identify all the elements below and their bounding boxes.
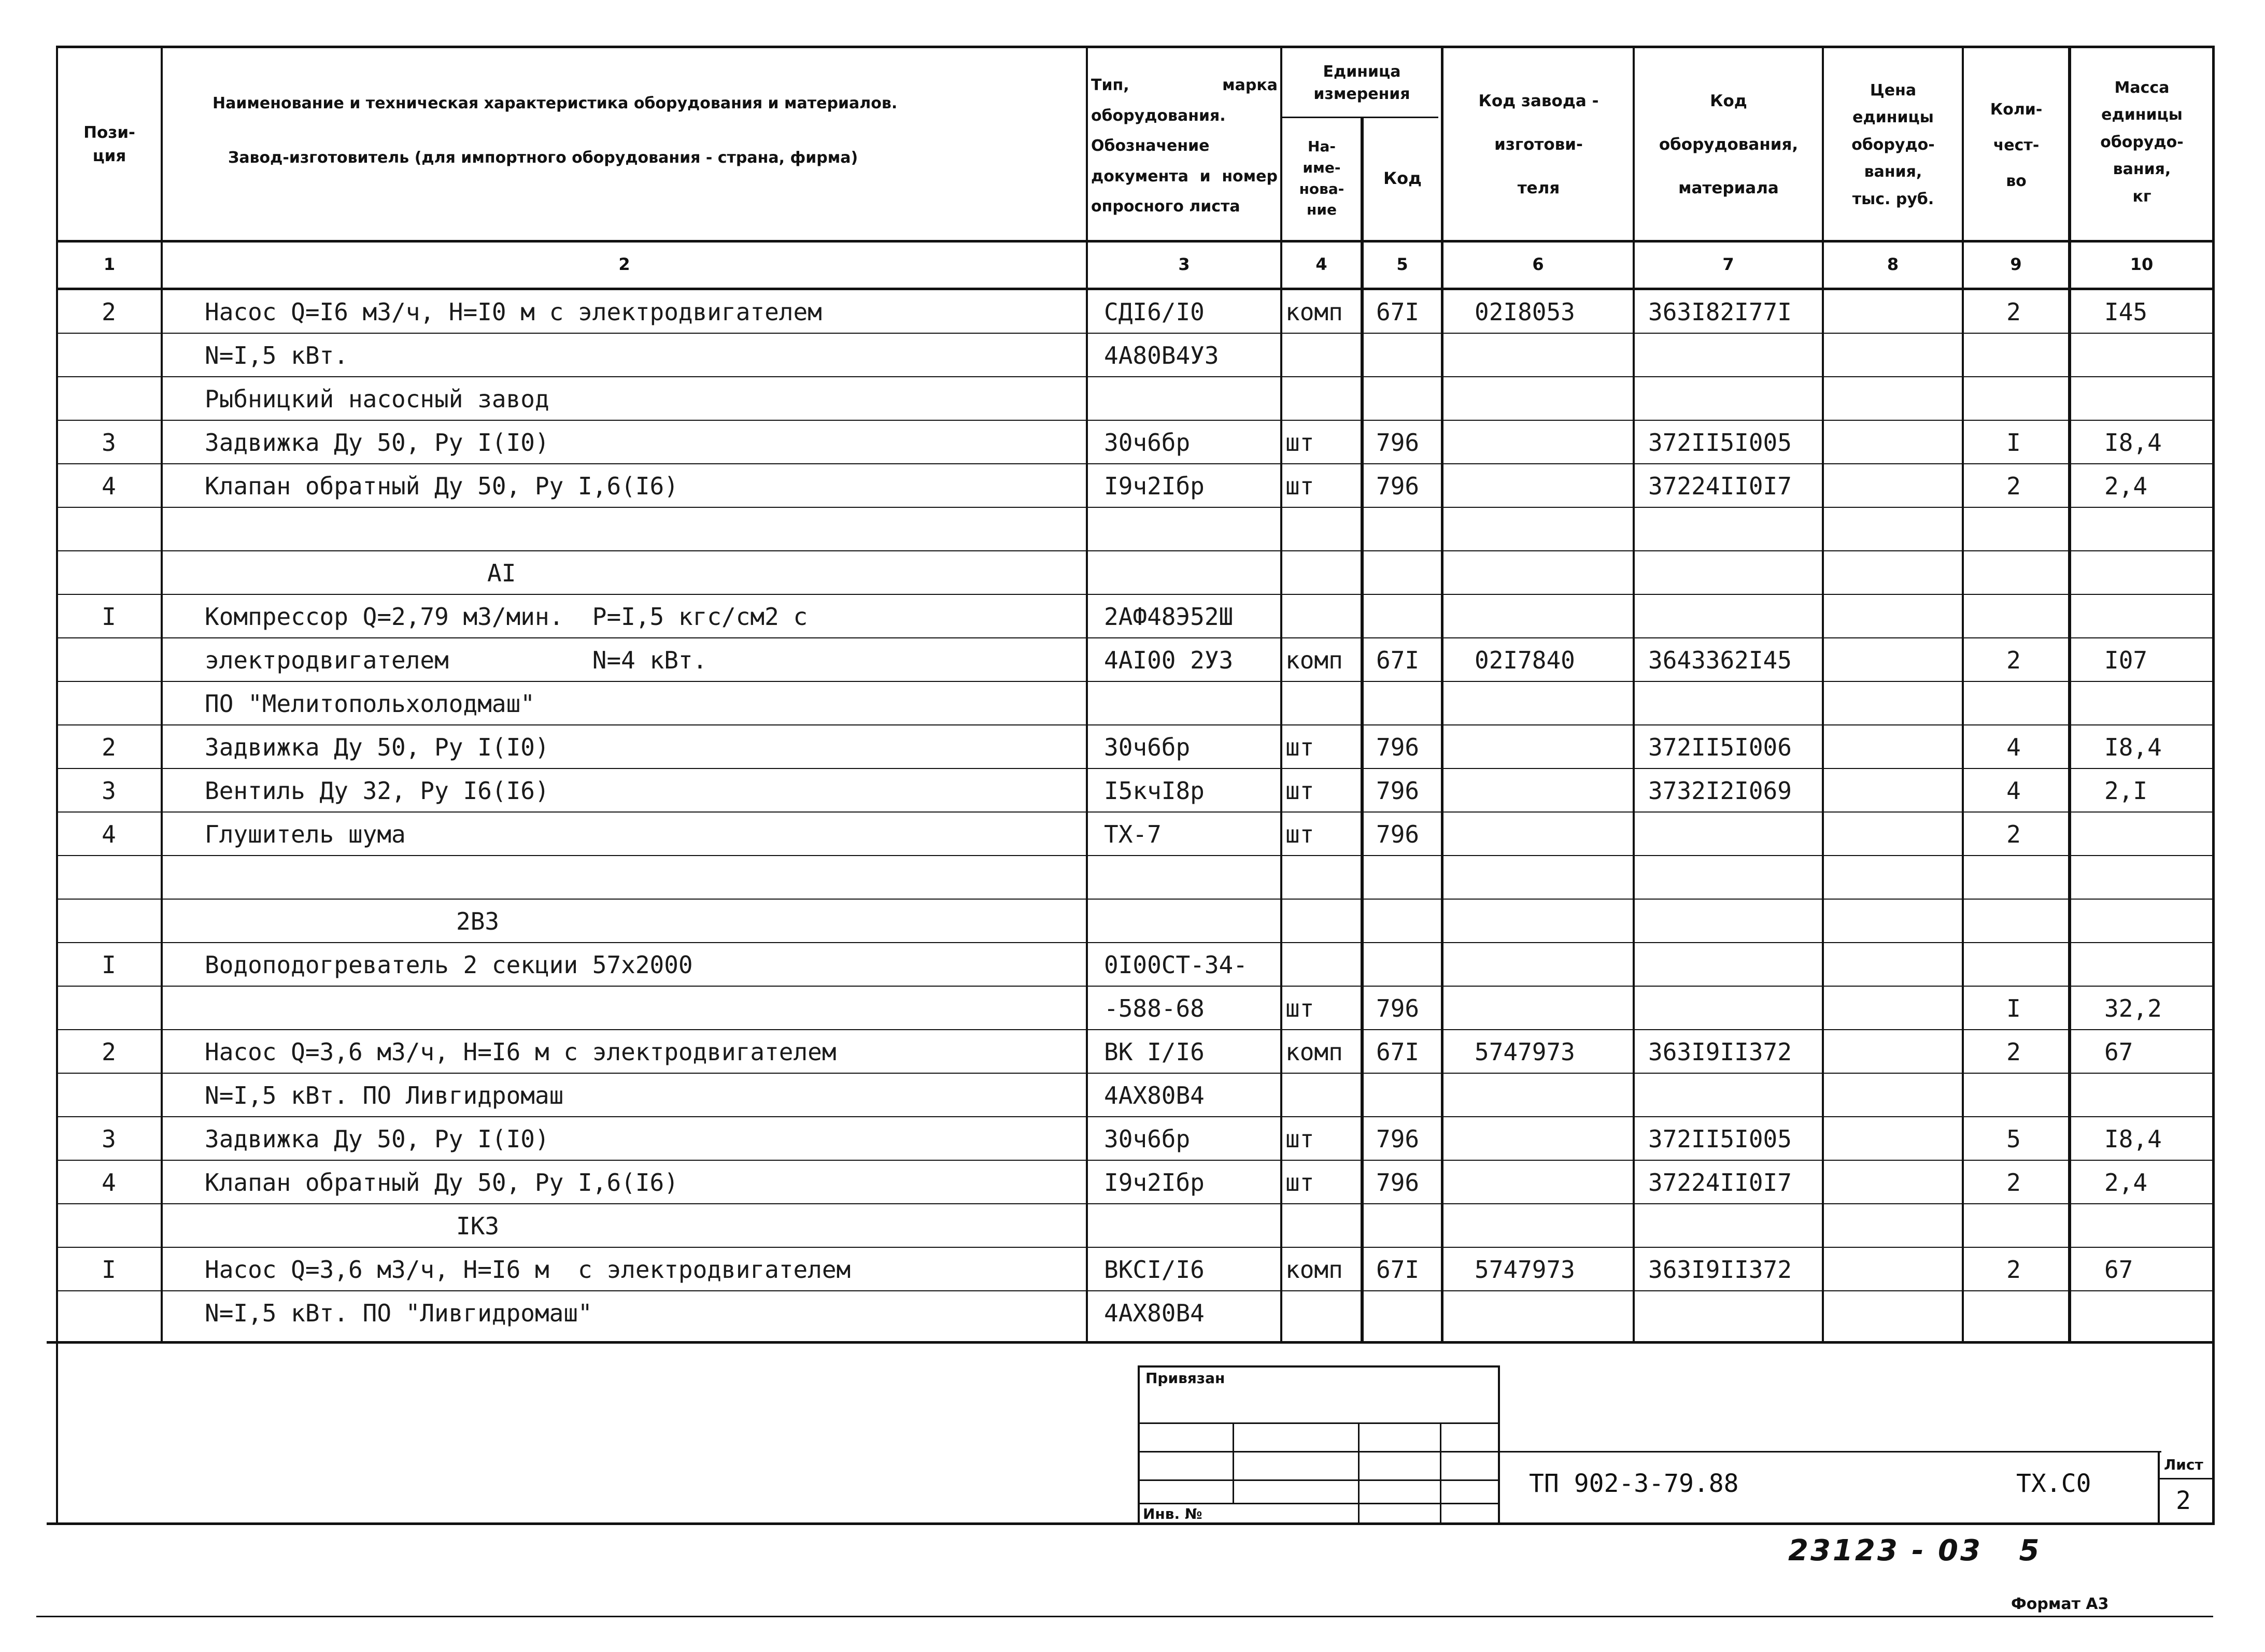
qty-cell: [1967, 682, 2060, 725]
row-separator: [57, 1247, 2213, 1248]
name-cell: IК3: [456, 1212, 500, 1240]
name-cell: Компрессор Q=2,79 м3/мин. Р=I,5 кгс/см2 с: [205, 603, 808, 631]
type-cell: I9ч2Iбр: [1104, 472, 1205, 500]
row-separator: [57, 1290, 2213, 1291]
equip-code-cell: 363I9II372: [1648, 1038, 1792, 1066]
header-unit-code: Код: [1383, 168, 1422, 189]
unit-code-cell: 67I: [1376, 1038, 1420, 1066]
qty-cell: [1967, 595, 2060, 638]
equip-code-cell: 37224II0I7: [1648, 472, 1792, 500]
table-bottom-line: [47, 1341, 2215, 1344]
qty-cell: 2: [2006, 820, 2021, 848]
qty-cell: 2: [2006, 298, 2021, 326]
type-cell: I9ч2Iбр: [1104, 1169, 1205, 1197]
position-cell: [57, 856, 161, 900]
unit-cell: шт: [1285, 820, 1314, 848]
col-sep-7: [1822, 46, 1824, 1341]
type-cell: ВК I/I6: [1104, 1038, 1205, 1066]
name-cell: Вентиль Ду 32, Ру I6(I6): [205, 777, 549, 805]
col-sep-4: [1361, 117, 1364, 1341]
mass-cell: 32,2: [2104, 994, 2162, 1022]
position-cell: [57, 508, 161, 551]
colnum-2: 2: [618, 254, 630, 274]
stamp-bound-label: Привязан: [1145, 1370, 1225, 1387]
row-separator: [57, 986, 2213, 987]
row-separator: [57, 942, 2213, 943]
colnum-1: 1: [103, 254, 116, 274]
unit-code-cell: 796: [1376, 994, 1420, 1022]
unit-code-cell: 796: [1376, 1169, 1420, 1197]
header-equip-code: Код оборудования, материала: [1659, 92, 1799, 197]
unit-code-cell: 796: [1376, 472, 1420, 500]
unit-cell: шт: [1285, 994, 1314, 1022]
position-cell: 4: [102, 820, 116, 848]
row-separator: [57, 1116, 2213, 1117]
name-cell: электродвигателем N=4 кВт.: [205, 646, 707, 674]
position-cell: [57, 638, 161, 682]
qty-cell: 2: [2006, 1169, 2021, 1197]
frame-right-line: [2212, 46, 2215, 1525]
qty-cell: 2: [2006, 1256, 2021, 1284]
equip-code-cell: 37224II0I7: [1648, 1169, 1792, 1197]
stamp-col-line-2: [1358, 1422, 1360, 1522]
position-cell: [57, 1291, 161, 1335]
sheet-box-left: [2158, 1451, 2160, 1522]
mass-cell: I07: [2104, 646, 2148, 674]
position-cell: I: [102, 1256, 116, 1284]
col-sep-2: [1086, 46, 1088, 1341]
unit-cell: шт: [1285, 1125, 1314, 1153]
type-cell: ТХ-7: [1104, 820, 1162, 848]
unit-cell: шт: [1285, 733, 1314, 761]
stamp-top-line: [1138, 1365, 1498, 1368]
unit-cell: шт: [1285, 777, 1314, 805]
row-separator: [57, 1160, 2213, 1161]
frame-top-line: [57, 46, 2213, 48]
title-block-top-line: [1498, 1451, 2161, 1452]
col-sep-5: [1441, 46, 1443, 1341]
unit-cell: шт: [1285, 472, 1314, 500]
equip-code-cell: 363I9II372: [1648, 1256, 1792, 1284]
name-cell: Насос Q=3,6 м3/ч, Н=I6 м с электродвигателем: [205, 1256, 851, 1284]
stamp-row-line-4: [1138, 1503, 1498, 1504]
format-label: Формат А3: [2011, 1595, 2109, 1613]
name-cell: Рыбницкий насосный завод: [205, 385, 549, 413]
header-bottom-line: [57, 240, 2213, 243]
qty-cell: [1967, 856, 2060, 900]
row-separator: [57, 420, 2213, 421]
position-cell: 2: [102, 1038, 116, 1066]
type-cell: СДI6/I0: [1104, 298, 1205, 326]
colnum-4: 4: [1315, 254, 1327, 274]
unit-code-cell: 67I: [1376, 298, 1420, 326]
position-cell: [57, 1074, 161, 1117]
equip-code-cell: 372II5I005: [1648, 429, 1792, 457]
factory-code-cell: 5747973: [1475, 1038, 1575, 1066]
name-cell: AI: [487, 559, 516, 587]
stamp-row-line-3: [1138, 1479, 1498, 1481]
unit-cell: комп: [1285, 298, 1343, 326]
mass-cell: 2,I: [2104, 777, 2148, 805]
type-cell: 4АХ80В4: [1104, 1299, 1205, 1327]
name-cell: Глушитель шума: [205, 820, 406, 848]
header-name-line1: Наименование и техническая характеристика оборудования и материалов.: [213, 94, 898, 113]
unit-cell: шт: [1285, 1169, 1314, 1197]
position-cell: 3: [102, 777, 116, 805]
header-name-line2: Завод-изготовитель (для импортного оборудования - страна, фирма): [228, 149, 858, 167]
position-cell: I: [102, 603, 116, 631]
unit-code-cell: 796: [1376, 1125, 1420, 1153]
sheet-label: Лист: [2164, 1456, 2203, 1473]
row-separator: [57, 637, 2213, 638]
qty-cell: 5: [2006, 1125, 2021, 1153]
name-cell: N=I,5 кВт.: [205, 341, 348, 369]
header-position: Пози- ция: [83, 123, 135, 165]
mass-cell: I45: [2104, 298, 2148, 326]
frame-bottom-line: [47, 1522, 2215, 1525]
qty-cell: 2: [2006, 646, 2021, 674]
qty-cell: 4: [2006, 777, 2021, 805]
unit-subheader-line: [1280, 117, 1438, 118]
row-separator: [57, 463, 2213, 464]
row-separator: [57, 550, 2213, 551]
type-cell: 30ч6бр: [1104, 429, 1191, 457]
header-type: Тип, марка оборудования. Обозначение документа и номер опросного листа: [1091, 76, 1278, 216]
qty-cell: [1967, 943, 2060, 987]
name-cell: Задвижка Ду 50, Ру I(I0): [205, 733, 549, 761]
factory-code-cell: 02I8053: [1475, 298, 1575, 326]
colnum-9: 9: [2010, 254, 2022, 274]
name-cell: Насос Q=3,6 м3/ч, Н=I6 м с электродвигателем: [205, 1038, 837, 1066]
mass-cell: I8,4: [2104, 429, 2162, 457]
col-sep-6: [1633, 46, 1635, 1341]
stamp-left-line: [1138, 1365, 1140, 1522]
doc-code: ТП 902-3-79.88: [1529, 1469, 1739, 1498]
handwritten-number: 23123 - 03 5: [1788, 1534, 2042, 1568]
unit-cell: шт: [1285, 429, 1314, 457]
row-separator: [57, 1203, 2213, 1204]
colnum-8: 8: [1887, 254, 1899, 274]
sheet-code: ТХ.С0: [2016, 1469, 2091, 1498]
position-cell: 4: [102, 1169, 116, 1197]
row-separator: [57, 899, 2213, 900]
qty-cell: [1967, 334, 2060, 377]
stamp-col-line-1: [1233, 1422, 1234, 1503]
position-cell: [57, 900, 161, 943]
sheet-number: 2: [2176, 1486, 2191, 1515]
position-cell: 2: [102, 733, 116, 761]
qty-cell: [1967, 377, 2060, 421]
unit-cell: комп: [1285, 646, 1343, 674]
equip-code-cell: 3643362I45: [1648, 646, 1792, 674]
name-cell: ПО "Мелитопольхолодмаш": [205, 690, 535, 718]
col-sep-9: [2068, 46, 2071, 1341]
factory-code-cell: 02I7840: [1475, 646, 1575, 674]
qty-cell: [1967, 508, 2060, 551]
unit-code-cell: 67I: [1376, 646, 1420, 674]
name-cell: Насос Q=I6 м3/ч, Н=I0 м с электродвигателем: [205, 298, 822, 326]
sheet-box-mid: [2158, 1478, 2215, 1479]
name-cell: Задвижка Ду 50, Ру I(I0): [205, 1125, 549, 1153]
position-cell: 2: [102, 298, 116, 326]
type-cell: I5кчI8р: [1104, 777, 1205, 805]
type-cell: 4АХ80В4: [1104, 1081, 1205, 1109]
unit-code-cell: 796: [1376, 733, 1420, 761]
position-cell: I: [102, 951, 116, 979]
name-cell: Водоподогреватель 2 секции 57х2000: [205, 951, 693, 979]
row-separator: [57, 681, 2213, 682]
row-separator: [57, 507, 2213, 508]
equip-code-cell: 363I82I77I: [1648, 298, 1792, 326]
stamp-row-line-2: [1138, 1451, 1498, 1452]
row-separator: [57, 1029, 2213, 1030]
unit-code-cell: 796: [1376, 777, 1420, 805]
stamp-inv-label: Инв. №: [1143, 1505, 1202, 1522]
name-cell: N=I,5 кВт. ПО Ливгидромаш: [205, 1081, 564, 1109]
qty-cell: 4: [2006, 733, 2021, 761]
colnum-3: 3: [1178, 254, 1190, 274]
type-cell: ВКСI/I6: [1104, 1256, 1205, 1284]
stamp-col-line-3: [1440, 1422, 1441, 1522]
colnum-7: 7: [1722, 254, 1734, 274]
colnum-5: 5: [1396, 254, 1408, 274]
type-cell: 4АI00 2У3: [1104, 646, 1234, 674]
unit-cell: комп: [1285, 1256, 1343, 1284]
qty-cell: I: [2006, 429, 2021, 457]
row-separator: [57, 1073, 2213, 1074]
unit-code-cell: 796: [1376, 429, 1420, 457]
qty-cell: 2: [2006, 1038, 2021, 1066]
equip-code-cell: 372II5I005: [1648, 1125, 1792, 1153]
name-cell: Задвижка Ду 50, Ру I(I0): [205, 429, 549, 457]
stamp-right-line: [1498, 1365, 1500, 1522]
position-cell: [57, 334, 161, 377]
mass-cell: 67: [2104, 1038, 2133, 1066]
qty-cell: 2: [2006, 472, 2021, 500]
row-separator: [57, 811, 2213, 813]
header-unit: Единица измерения: [1313, 62, 1410, 103]
position-cell: 3: [102, 429, 116, 457]
factory-code-cell: 5747973: [1475, 1256, 1575, 1284]
row-separator: [57, 855, 2213, 856]
qty-cell: I: [2006, 994, 2021, 1022]
name-cell: Клапан обратный Ду 50, Ру I,6(I6): [205, 472, 678, 500]
name-cell: N=I,5 кВт. ПО "Ливгидромаш": [205, 1299, 592, 1327]
header-factory-code: Код завода - изготови- теля: [1478, 92, 1599, 197]
type-cell: 30ч6бр: [1104, 1125, 1191, 1153]
name-cell: 2В3: [456, 907, 500, 935]
type-cell: 30ч6бр: [1104, 733, 1191, 761]
col-sep-1: [161, 46, 163, 1341]
header-qty: Коли- чест- во: [1990, 100, 2043, 190]
qty-cell: [1967, 1291, 2060, 1335]
type-cell: 2АФ48Э52Ш: [1104, 603, 1234, 631]
qty-cell: [1967, 551, 2060, 595]
mass-cell: 67: [2104, 1256, 2133, 1284]
type-cell: -588-68: [1104, 994, 1205, 1022]
stamp-row-line-1: [1138, 1422, 1498, 1424]
unit-code-cell: 796: [1376, 820, 1420, 848]
position-cell: [57, 987, 161, 1030]
equip-code-cell: 372II5I006: [1648, 733, 1792, 761]
mass-cell: 2,4: [2104, 472, 2148, 500]
position-cell: [57, 682, 161, 725]
type-cell: 0I00СТ-34-: [1104, 951, 1248, 979]
col-sep-3: [1280, 46, 1282, 1341]
position-cell: 3: [102, 1125, 116, 1153]
mass-cell: I8,4: [2104, 1125, 2162, 1153]
row-separator: [57, 594, 2213, 595]
equip-code-cell: 3732I2I069: [1648, 777, 1792, 805]
qty-cell: [1967, 900, 2060, 943]
colnum-6: 6: [1532, 254, 1544, 274]
qty-cell: [1967, 1204, 2060, 1248]
mass-cell: I8,4: [2104, 733, 2162, 761]
row-separator: [57, 333, 2213, 334]
position-cell: [57, 551, 161, 595]
colnum-10: 10: [2130, 254, 2154, 274]
qty-cell: [1967, 1074, 2060, 1117]
position-cell: 4: [102, 472, 116, 500]
mass-cell: 2,4: [2104, 1169, 2148, 1197]
header-price: Цена единицы оборудо- вания, тыс. руб.: [1851, 81, 1935, 208]
header-unit-name: На- име- нова- ние: [1299, 138, 1344, 219]
header-mass: Масса единицы оборудо- вания, кг: [2100, 78, 2184, 206]
unit-cell: комп: [1285, 1038, 1343, 1066]
row-separator: [57, 724, 2213, 725]
row-separator: [57, 376, 2213, 377]
type-cell: 4А80В4У3: [1104, 341, 1219, 369]
col-sep-8: [1962, 46, 1964, 1341]
footer-line: [36, 1616, 2213, 1617]
name-cell: Клапан обратный Ду 50, Ру I,6(I6): [205, 1169, 678, 1197]
position-cell: [57, 1204, 161, 1248]
position-cell: [57, 377, 161, 421]
row-separator: [57, 768, 2213, 769]
unit-code-cell: 67I: [1376, 1256, 1420, 1284]
